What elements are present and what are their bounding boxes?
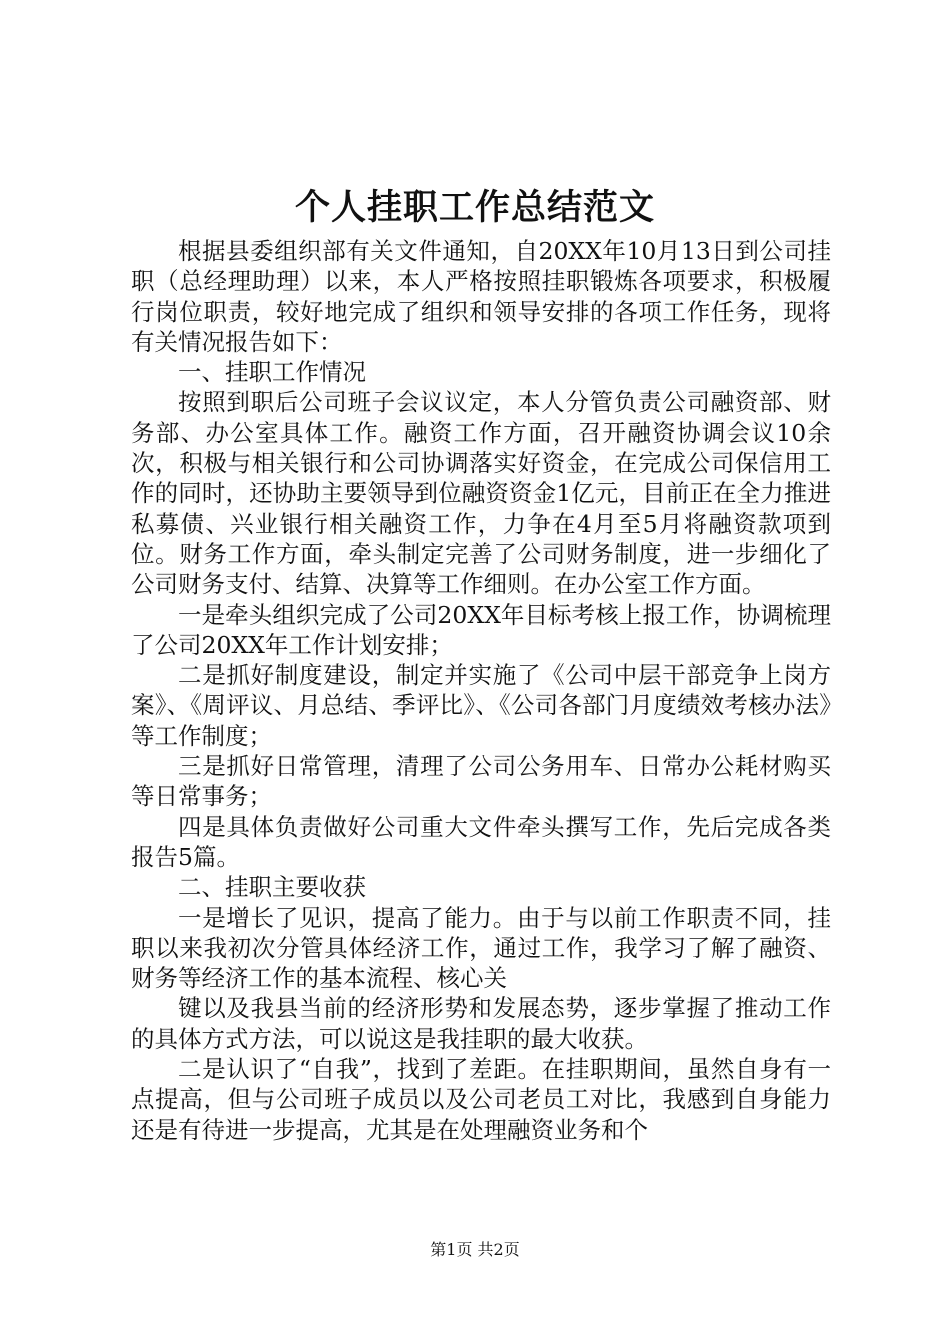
paragraph-gain-1-continued: 键以及我县当前的经济形势和发展态势，逐步掌握了推动工作的具体方式方法，可以说这是我挂职的最大收获。 <box>131 994 831 1053</box>
section-heading-2: 二、挂职主要收获 <box>178 873 366 902</box>
paragraph-item-3: 三是抓好日常管理，清理了公司公务用车、日常办公耗材购买等日常事务； <box>131 752 831 811</box>
document-title: 个人挂职工作总结范文 <box>294 187 655 228</box>
paragraph-work-overview: 按照到职后公司班子会议议定，本人分管负责公司融资部、财务部、办公室具体工作。融资工作方面，召开融资协调会议10余次，积极与相关银行和公司协调落实好资金，在完成公司保信用工作的同时，还协助主要领导到位融资资金1亿元，目前正在全力推进私募债、兴业银行相关融资工作，力争在4月至5月将融资款项到位。财务工作方面，牵头制定完善了公司财务制度，进一步细化了公司财务支付、结算、决算等工作细则。在办公室工作方面。 <box>131 388 831 599</box>
document-body <box>131 236 831 1145</box>
paragraph-gain-2: 二是认识了“自我”，找到了差距。在挂职期间，虽然自身有一点提高，但与公司班子成员以及公司老员工对比，我感到自身能力还是有待进一步提高，尤其是在处理融资业务和个 <box>131 1055 831 1144</box>
page-footer: 第1页 共2页 <box>430 1240 520 1259</box>
paragraph-item-1: 一是牵头组织完成了公司20XX年目标考核上报工作，协调梳理了公司20XX年工作计划安排； <box>131 600 831 659</box>
paragraph-item-2: 二是抓好制度建设，制定并实施了《公司中层干部竞争上岗方案》、《周评议、月总结、季评比》、《公司各部门月度绩效考核办法》等工作制度； <box>131 661 831 750</box>
paragraph-item-4: 四是具体负责做好公司重大文件牵头撰写工作，先后完成各类报告5篇。 <box>131 812 831 871</box>
paragraph-intro: 根据县委组织部有关文件通知，自20XX年10月13日到公司挂职（总经理助理）以来，本人严格按照挂职锻炼各项要求，积极履行岗位职责，较好地完成了组织和领导安排的各项工作任务，现将有关情况报告如下： <box>131 237 831 356</box>
paragraph-gain-1: 一是增长了见识，提高了能力。由于与以前工作职责不同，挂职以来我初次分管具体经济工作，通过工作，我学习了解了融资、财务等经济工作的基本流程、核心关 <box>131 903 831 993</box>
section-heading-1: 一、挂职工作情况 <box>178 358 366 387</box>
